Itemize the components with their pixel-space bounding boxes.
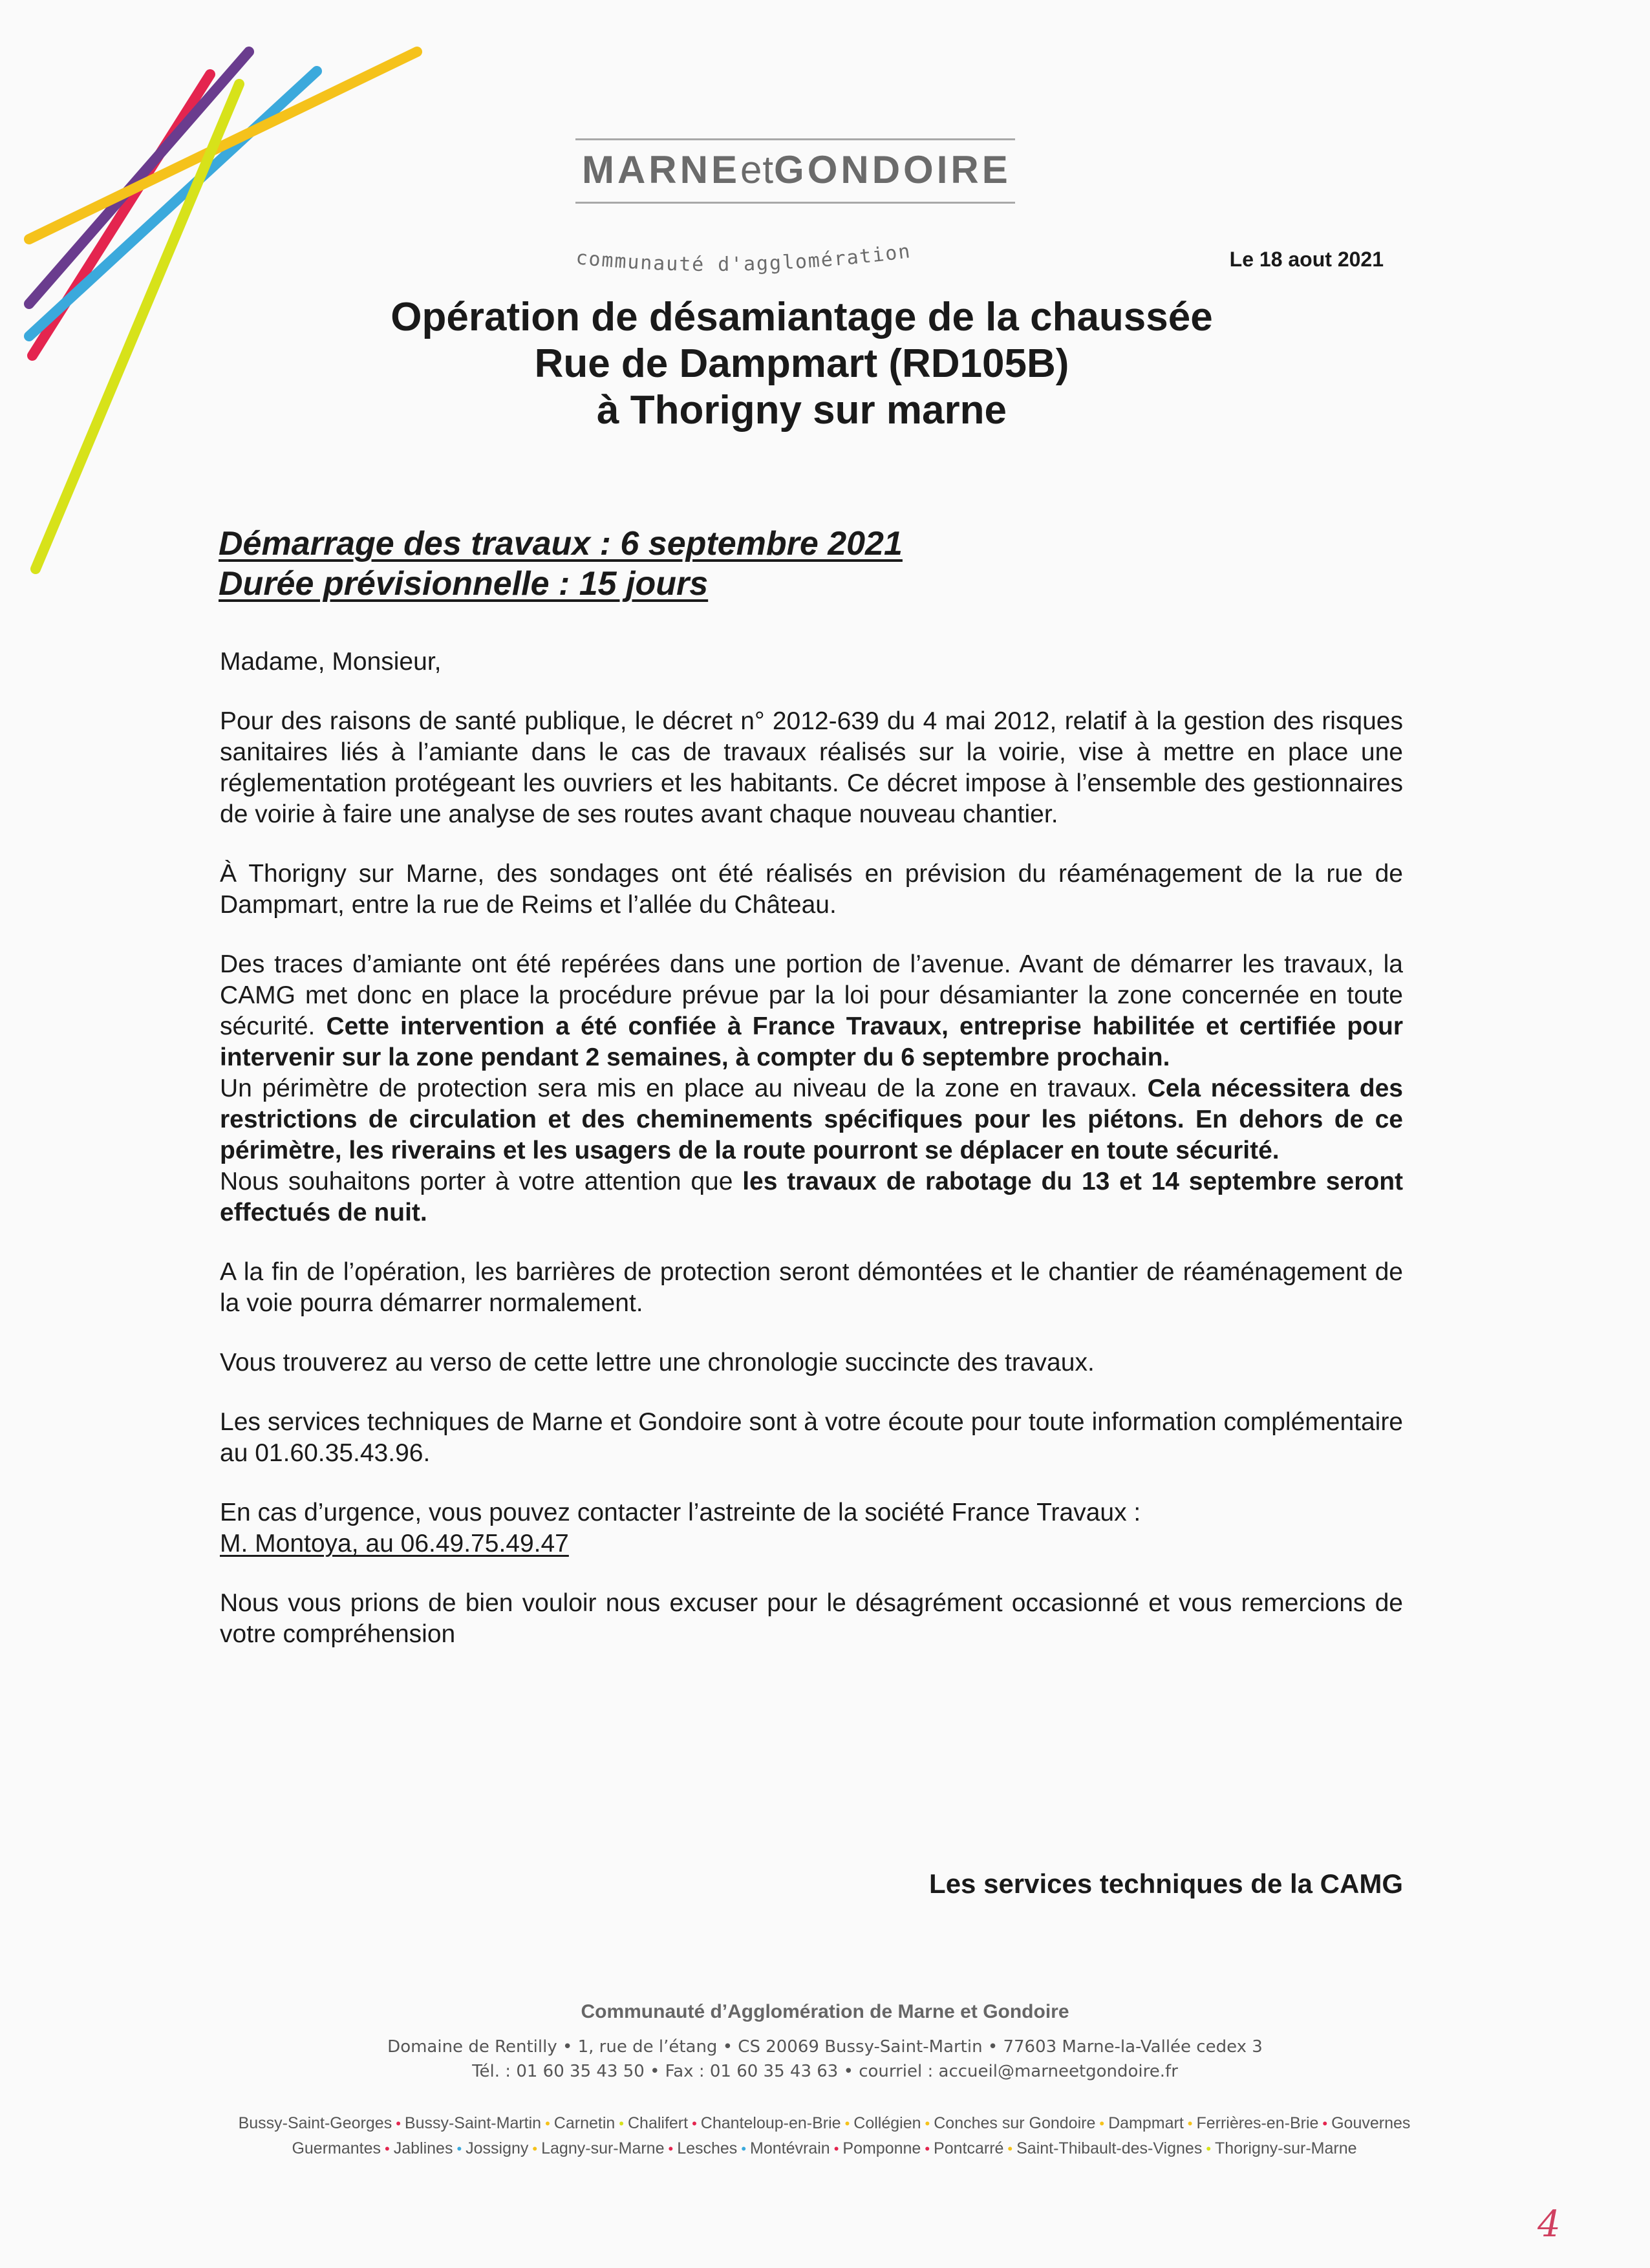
commune-name: Bussy-Saint-Martin bbox=[404, 2114, 542, 2132]
works-summary bbox=[219, 524, 903, 604]
commune-name: Carnetin bbox=[553, 2114, 616, 2132]
commune-separator-dot: • bbox=[668, 2141, 674, 2157]
emergency-contact: M. Montoya, au 06.49.75.49.47 bbox=[220, 1530, 569, 1557]
commune-separator-dot: • bbox=[1099, 2115, 1105, 2132]
commune-name: Lesches bbox=[677, 2139, 738, 2157]
commune-separator-dot: • bbox=[532, 2141, 538, 2157]
signature: Les services techniques de la CAMG bbox=[929, 1868, 1403, 1899]
paragraph-chronology: Vous trouverez au verso de cette lettre une chronologie succincte des travaux. bbox=[220, 1349, 1095, 1376]
organization-logo bbox=[569, 129, 1034, 297]
commune-name: Saint-Thibault-des-Vignes bbox=[1016, 2139, 1203, 2157]
commune-name: Gouvernes bbox=[1331, 2114, 1411, 2132]
commune-separator-dot: • bbox=[741, 2141, 747, 2157]
commune-separator-dot: • bbox=[1206, 2141, 1212, 2157]
paragraph-closing: Nous vous prions de bien vouloir nous excuser pour le désagrément occasionné et vous remercions de votre compréhension bbox=[220, 1589, 1403, 1648]
letter-title bbox=[194, 294, 1409, 434]
commune-separator-dot: • bbox=[385, 2141, 390, 2157]
logo-top-rule bbox=[575, 138, 1015, 140]
paragraph-surveys: À Thorigny sur Marne, des sondages ont été réalisés en prévision du réaménagement de la rue de Dampmart, entre la rue de Reims et l’allée du Château. bbox=[220, 860, 1403, 919]
footer-organization: Communauté d’Agglomération de Marne et Gondoire bbox=[581, 2001, 1069, 2022]
footer bbox=[0, 2001, 1650, 2081]
commune-name: Dampmart bbox=[1108, 2114, 1184, 2132]
paragraph-night-works: Nous souhaitons porter à votre attention que les travaux de rabotage du 13 et 14 septembre seront effectués de nuit. bbox=[220, 1168, 1403, 1226]
footer-contact: Tél. : 01 60 35 43 50 • Fax : 01 60 35 43 63 • courriel : accueil@marneetgondoire.fr bbox=[472, 2062, 1178, 2081]
logo-tagline bbox=[569, 213, 1034, 291]
works-start: Démarrage des travaux : 6 septembre 2021 bbox=[219, 525, 903, 562]
commune-name: Thorigny-sur-Marne bbox=[1215, 2139, 1357, 2157]
paragraph-emergency: En cas d’urgence, vous pouvez contacter l’astreinte de la société France Travaux : M. Montoya, au 06.49.75.49.47 bbox=[220, 1499, 1141, 1557]
title-line-1: Opération de désamiantage de la chaussée bbox=[391, 295, 1213, 339]
paragraph-asbestos: Des traces d’amiante ont été repérées dans une portion de l’avenue. Avant de démarrer les travaux, la CAMG met donc en place la procédure prévue par la loi pour désamianter la zone concernée en toute sécurité. Cette intervention a été confiée à France Travaux, entreprise habilitée et certifiée pour intervenir sur la zone pendant 2 semaines, à compter du 6 septembre prochain. bbox=[220, 950, 1403, 1071]
commune-name: Conches sur Gondoire bbox=[934, 2114, 1096, 2132]
salutation: Madame, Monsieur, bbox=[220, 648, 442, 676]
title-line-3: à Thorigny sur marne bbox=[597, 388, 1007, 433]
commune-name: Montévrain bbox=[750, 2139, 830, 2157]
works-duration: Durée prévisionnelle : 15 jours bbox=[219, 565, 709, 603]
title-line-2: Rue de Dampmart (RD105B) bbox=[534, 341, 1069, 386]
commune-separator-dot: • bbox=[1322, 2115, 1328, 2132]
commune-name: Collégien bbox=[853, 2114, 921, 2132]
commune-name: Lagny-sur-Marne bbox=[541, 2139, 665, 2157]
logo-wordmark: MARNEetGONDOIRE bbox=[582, 148, 1011, 191]
commune-separator-dot: • bbox=[456, 2141, 462, 2157]
commune-separator-dot: • bbox=[925, 2115, 930, 2132]
logo-bottom-rule bbox=[575, 202, 1015, 204]
svg-text:communauté d'agglomération: communauté d'agglomération bbox=[575, 240, 913, 276]
letter-body bbox=[220, 647, 1403, 1678]
paragraph-regulation: Pour des raisons de santé publique, le décret n° 2012-639 du 4 mai 2012, relatif à la gestion des risques sanitaires liés à l’amiante dans le cas de travaux réalisés sur la voirie, vise à mettre en place une réglementation protégeant les ouvriers et les habitants. Ce décret impose à l’ensemble des gestionnaires de voirie à faire une analyse de ses routes avant chaque nouveau chantier. bbox=[220, 707, 1403, 828]
page-number-handwritten: 4 bbox=[1538, 2203, 1561, 2245]
paragraph-end-of-operation: A la fin de l’opération, les barrières de protection seront démontées et le chantier de réaménagement de la voie pourra démarrer normalement. bbox=[220, 1258, 1403, 1317]
commune-separator-dot: • bbox=[925, 2141, 930, 2157]
member-communes-list bbox=[129, 2111, 1519, 2161]
letter-date: Le 18 aout 2021 bbox=[1229, 248, 1384, 271]
commune-name: Jossigny bbox=[466, 2139, 529, 2157]
commune-name: Ferrières-en-Brie bbox=[1196, 2114, 1319, 2132]
commune-separator-dot: • bbox=[1187, 2115, 1193, 2132]
commune-separator-dot: • bbox=[545, 2115, 550, 2132]
commune-name: Guermantes bbox=[292, 2139, 381, 2157]
commune-name: Chanteloup-en-Brie bbox=[700, 2114, 841, 2132]
commune-separator-dot: • bbox=[396, 2115, 401, 2132]
commune-name: Pomponne bbox=[842, 2139, 921, 2157]
logo-stripes bbox=[0, 0, 440, 582]
commune-name: Pontcarré bbox=[934, 2139, 1004, 2157]
paragraph-perimeter: Un périmètre de protection sera mis en place au niveau de la zone en travaux. Cela nécessitera des restrictions de circulation et des cheminements spécifiques pour les piétons. En dehors de ce périmètre, les riverains et les usagers de la route pourront se déplacer en toute sécurité. bbox=[220, 1075, 1403, 1164]
commune-name: Jablines bbox=[393, 2139, 453, 2157]
commune-name: Bussy-Saint-Georges bbox=[238, 2114, 392, 2132]
commune-separator-dot: • bbox=[619, 2115, 624, 2132]
paragraph-technical-services: Les services techniques de Marne et Gondoire sont à votre écoute pour toute information complémentaire au 01.60.35.43.96. bbox=[220, 1408, 1403, 1467]
footer-address: Domaine de Rentilly • 1, rue de l’étang • CS 20069 Bussy-Saint-Martin • 77603 Marne-la-Vallée cedex 3 bbox=[387, 2037, 1263, 2057]
commune-separator-dot: • bbox=[1007, 2141, 1013, 2157]
commune-separator-dot: • bbox=[692, 2115, 697, 2132]
commune-separator-dot: • bbox=[833, 2141, 839, 2157]
commune-name: Chalifert bbox=[627, 2114, 689, 2132]
commune-separator-dot: • bbox=[844, 2115, 850, 2132]
